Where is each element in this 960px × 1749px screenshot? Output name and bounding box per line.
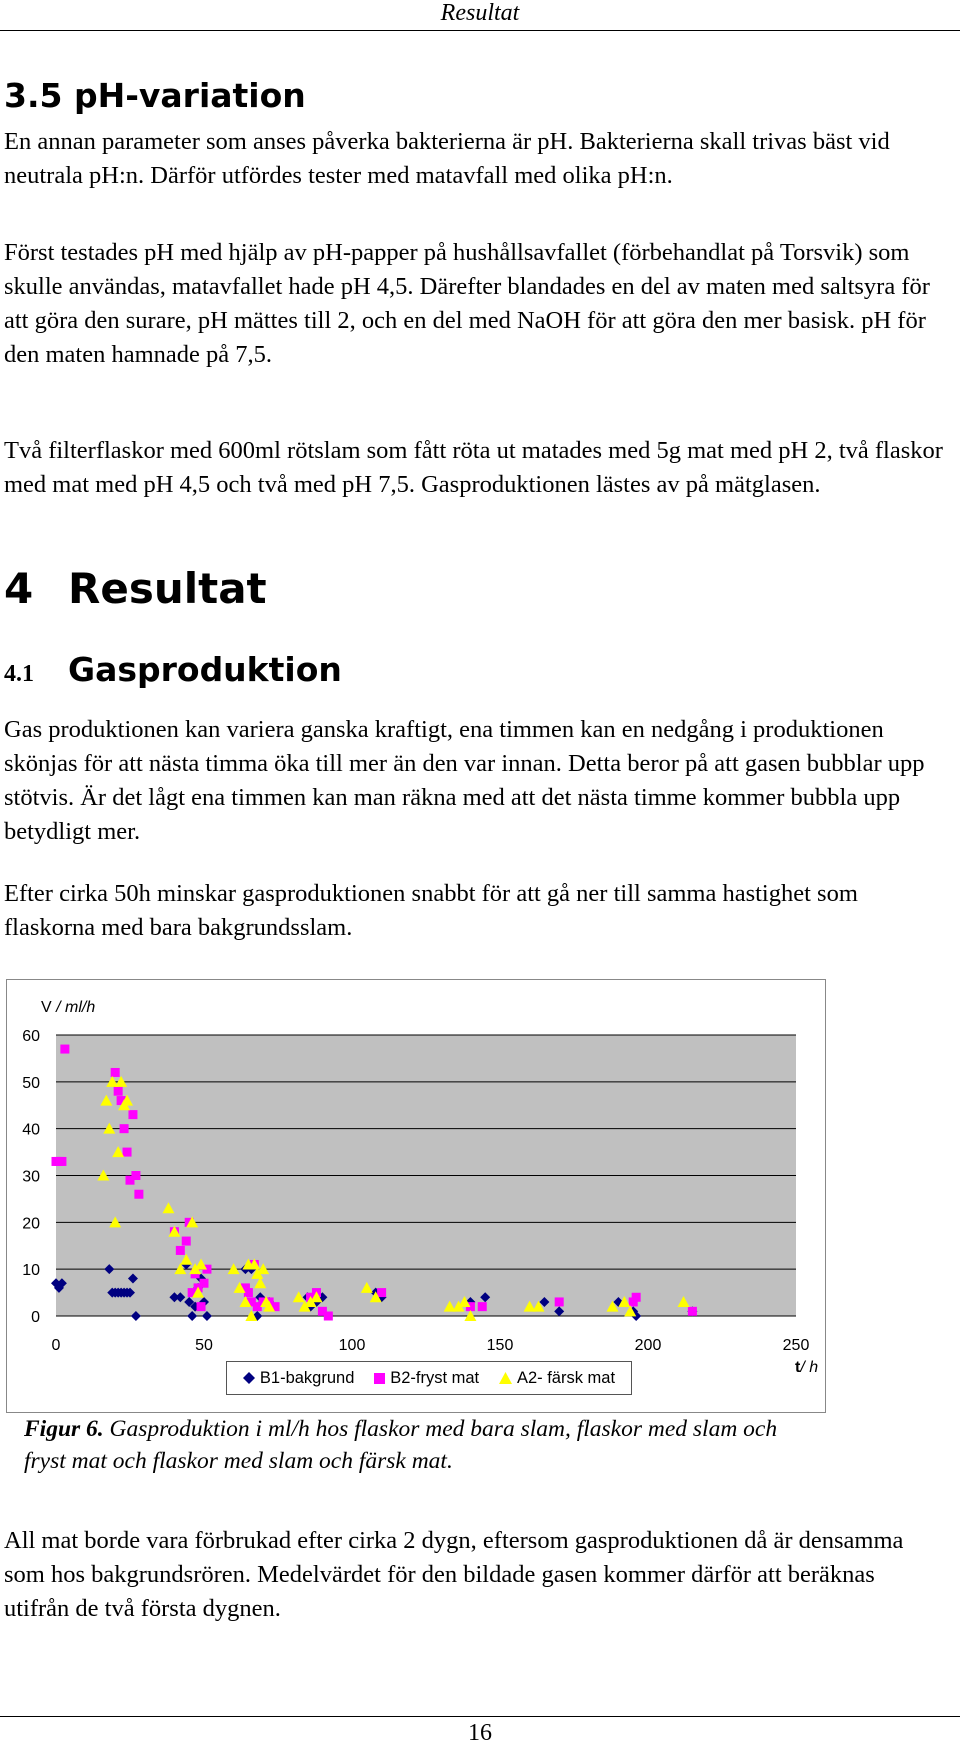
figure-caption: [24, 1413, 824, 1477]
footer-divider: [0, 1716, 960, 1717]
subsection-title: Gasproduktion: [68, 650, 342, 689]
x-tick-label: 250: [782, 1337, 810, 1354]
page-number: 16: [468, 1720, 492, 1746]
data-point-b2: [197, 1302, 206, 1311]
x-tick-label: 150: [486, 1337, 514, 1354]
running-header-title: Resultat: [440, 0, 520, 26]
legend-item-b2: [374, 1369, 479, 1388]
paragraph-gas-2: Efter cirka 50h minskar gasproduktionen snabbt för att gå ner till samma hastighet som flaskorna med bara bakgrundsslam.: [4, 880, 858, 941]
paragraph-gas-1: Gas produktionen kan variera ganska kraftigt, ena timmen kan en nedgång i produktionen skönjas för att nästa timma öka till mer än den var innan. Detta beror på att gasen bubblar upp stötvis. Är det lågt ena timmen kan man räkna med att det nästa timme kommer bubbla upp betydligt mer.: [4, 716, 925, 845]
y-tick-label: 30: [22, 1168, 40, 1186]
data-point-b2: [632, 1293, 641, 1302]
figure-caption-label: Figur 6.: [24, 1416, 104, 1442]
subsection-number: 4.1: [4, 661, 34, 687]
paragraph-ph-3: Två filterflaskor med 600ml rötslam som fått röta ut matades med 5g mat med pH 2, två flaskor med mat med pH 4,5 och två med pH 7,5. Gasproduktionen lästes av på mätglasen.: [4, 437, 943, 498]
data-point-b2: [128, 1110, 137, 1119]
y-tick-label: 10: [22, 1262, 40, 1280]
y-axis-label: V / ml/h: [41, 999, 96, 1016]
data-point-b2: [111, 1068, 120, 1077]
square-marker-icon: [374, 1373, 385, 1384]
chapter-title: Resultat: [68, 564, 267, 613]
data-point-b2: [176, 1246, 185, 1255]
x-tick-label: 0: [51, 1337, 61, 1354]
figure-caption-text: Gasproduktion i ml/h hos flaskor med bara slam, flaskor med slam och fryst mat och flaskor med slam och färsk mat.: [24, 1416, 778, 1474]
legend-label-b2: B2-fryst mat: [390, 1368, 480, 1387]
data-point-b2: [120, 1124, 129, 1133]
y-tick-label: 20: [22, 1215, 40, 1233]
y-tick-label: 60: [22, 1028, 40, 1045]
data-point-b2: [182, 1237, 191, 1246]
triangle-marker-icon: [499, 1372, 512, 1384]
legend-item-b1: [243, 1369, 354, 1388]
data-point-b2: [688, 1307, 697, 1316]
data-point-b2: [123, 1148, 132, 1157]
x-tick-label: 100: [338, 1337, 366, 1354]
chapter-number: 4: [4, 564, 34, 613]
x-tick-label: 50: [195, 1337, 213, 1354]
legend-label-a2: A2- färsk mat: [516, 1368, 616, 1387]
data-point-b2: [478, 1302, 487, 1311]
data-point-b2: [60, 1045, 69, 1054]
data-point-b2: [134, 1190, 143, 1199]
paragraph-closing: All mat borde vara förbrukad efter cirka 2 dygn, eftersom gasproduktionen då är densamma som hos bakgrundsrören. Medelvärdet för den bildade gasen kommer därför att beräknas utifrån de två första dygnen.: [4, 1527, 904, 1622]
chart-legend: [226, 1361, 632, 1395]
x-tick-label: 200: [634, 1337, 662, 1354]
x-axis-label: t/ h: [795, 1359, 819, 1376]
data-point-b2: [555, 1297, 564, 1306]
paragraph-ph-1: En annan parameter som anses påverka bakterierna är pH. Bakterierna skall trivas bäst vid neutrala pH:n. Därför utfördes tester med matavfall med olika pH:n.: [4, 128, 890, 189]
data-point-b2: [200, 1279, 209, 1288]
y-tick-label: 0: [31, 1309, 40, 1326]
data-point-b2: [324, 1312, 333, 1321]
data-point-b2: [131, 1171, 140, 1180]
legend-label-b1: B1-bakgrund: [259, 1368, 355, 1387]
paragraph-ph-2: Först testades pH med hjälp av pH-papper på hushållsavfallet (förbehandlat på Torsvik) som skulle användas, matavfallet hade pH 4,5. Därefter blandades en del av maten med saltsyra för att göra den surare, pH mättes till 2, och en del med NaOH för att göra den mer basisk. pH för den maten hamnade på 7,5.: [4, 239, 930, 368]
legend-item-a2: [499, 1369, 615, 1388]
y-tick-label: 40: [22, 1121, 40, 1139]
y-tick-label: 50: [22, 1074, 40, 1092]
data-point-b2: [57, 1157, 66, 1166]
section-title-ph-variation: 3.5 pH-variation: [4, 76, 306, 115]
data-point-b2: [377, 1288, 386, 1297]
data-point-b2: [114, 1087, 123, 1096]
diamond-marker-icon: [243, 1372, 255, 1384]
